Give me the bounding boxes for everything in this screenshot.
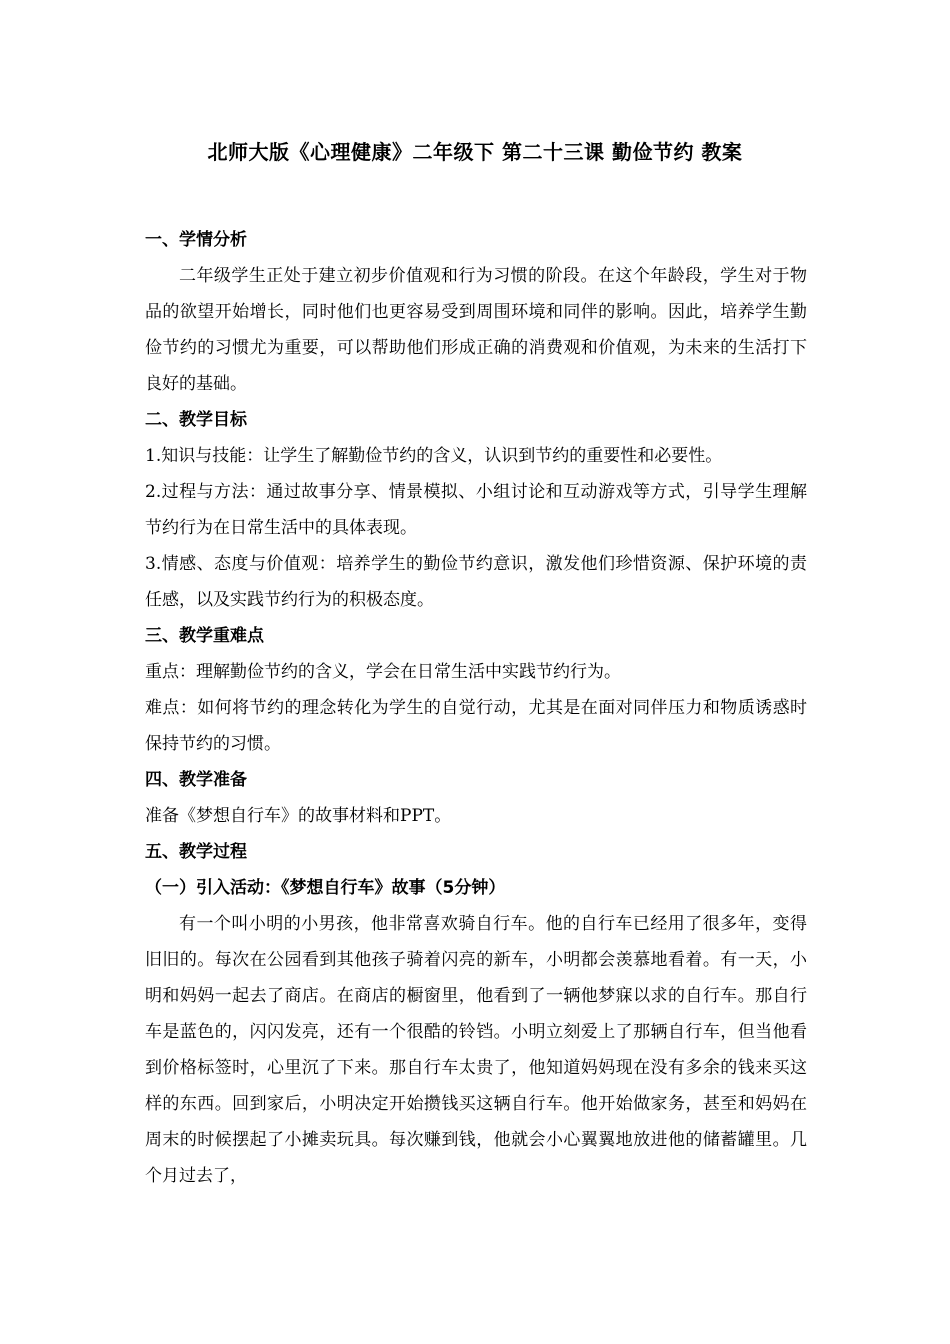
difficult-point: 难点：如何将节约的理念转化为学生的自觉行动，尤其是在面对同伴压力和物质诱惑时保持节约的习惯。 <box>145 698 807 754</box>
goal-item-2: 2.过程与方法：通过故事分享、情景模拟、小组讨论和互动游戏等方式，引导学生理解节约行为在日常生活中的具体表现。 <box>145 482 807 538</box>
section-heading-preparation: 四、教学准备 <box>145 770 247 790</box>
section-heading-key-points: 三、教学重难点 <box>145 626 264 646</box>
analysis-paragraph: 二年级学生正处于建立初步价值观和行为习惯的阶段。在这个年龄段，学生对于物品的欲望开始增长，同时他们也更容易受到周围环境和同伴的影响。因此，培养学生勤俭节约的习惯尤为重要，可以帮助他们形成正确的消费观和价值观，为未来的生活打下良好的基础。 <box>145 266 807 394</box>
section-heading-goals: 二、教学目标 <box>145 410 247 430</box>
subsection-heading-intro: （一）引入活动：《梦想自行车》故事（5分钟） <box>145 878 506 898</box>
preparation-paragraph: 准备《梦想自行车》的故事材料和PPT。 <box>145 806 452 826</box>
key-point: 重点：理解勤俭节约的含义，学会在日常生活中实践节约行为。 <box>145 662 621 682</box>
goal-item-1: 1.知识与技能：让学生了解勤俭节约的含义，认识到节约的重要性和必要性。 <box>145 446 723 466</box>
goal-item-3: 3.情感、态度与价值观：培养学生的勤俭节约意识，激发他们珍惜资源、保护环境的责任感，以及实践节约行为的积极态度。 <box>145 554 807 610</box>
section-heading-analysis: 一、学情分析 <box>145 230 247 250</box>
document-body <box>145 222 807 1194</box>
story-paragraph: 有一个叫小明的小男孩，他非常喜欢骑自行车。他的自行车已经用了很多年，变得旧旧的。每次在公园看到其他孩子骑着闪亮的新车，小明都会羡慕地看着。有一天，小明和妈妈一起去了商店。在商店的橱窗里，他看到了一辆他梦寐以求的自行车。那自行车是蓝色的，闪闪发亮，还有一个很酷的铃铛。小明立刻爱上了那辆自行车，但当他看到价格标签时，心里沉了下来。那自行车太贵了，他知道妈妈现在没有多余的钱来买这样的东西。回到家后，小明决定开始攒钱买这辆自行车。他开始做家务，甚至和妈妈在周末的时候摆起了小摊卖玩具。每次赚到钱，他就会小心翼翼地放进他的储蓄罐里。几个月过去了， <box>145 914 807 1186</box>
document-title: 北师大版《心理健康》二年级下 第二十三课 勤俭节约 教案 <box>207 140 743 164</box>
section-heading-process: 五、教学过程 <box>145 842 247 862</box>
